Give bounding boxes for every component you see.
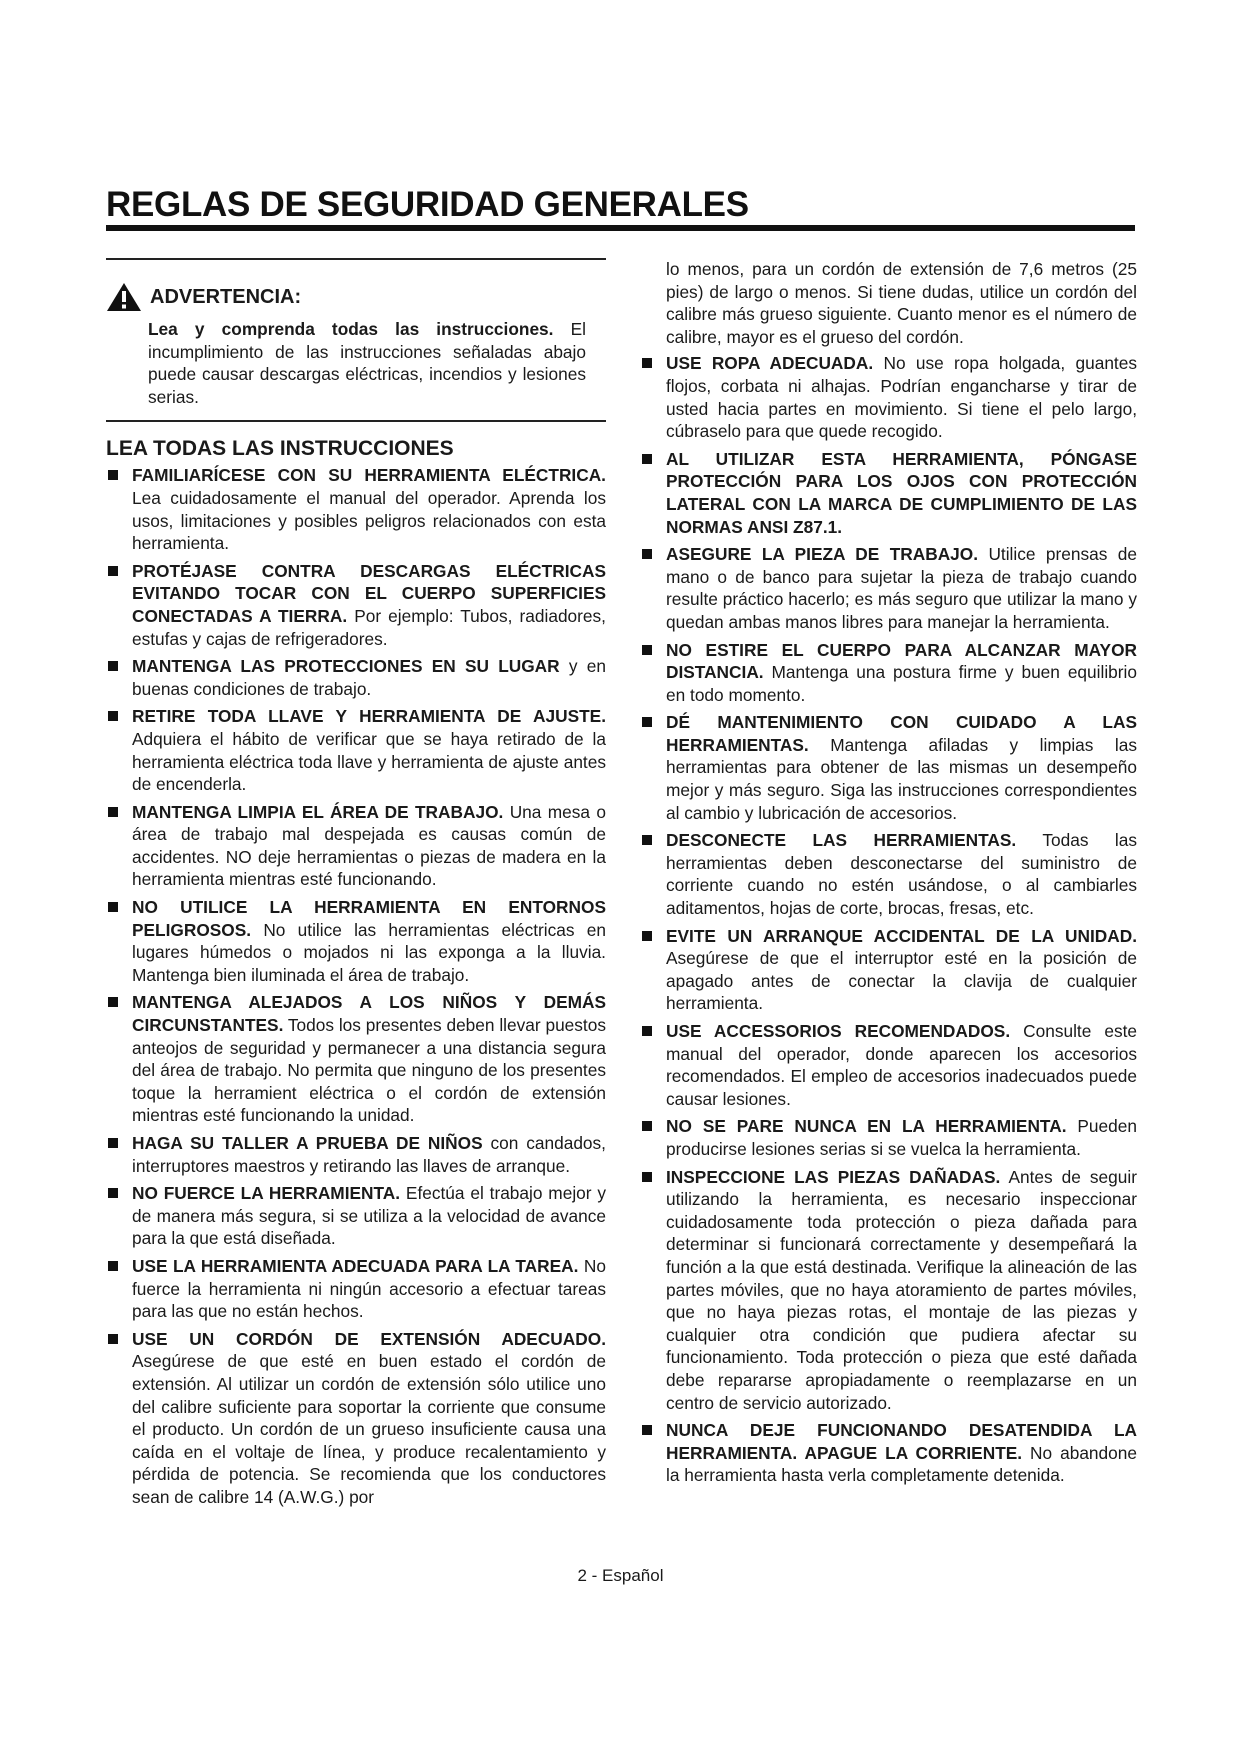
- rule-title: HAGA SU TALLER A PRUEBA DE NIÑOS: [132, 1133, 483, 1153]
- rule-item: [640, 639, 1137, 707]
- rule-title: ASEGURE LA PIEZA DE TRABAJO.: [666, 544, 979, 565]
- square-bullet-icon: [642, 717, 652, 727]
- rule-item: [106, 991, 606, 1127]
- rule-item: [106, 896, 606, 986]
- square-bullet-icon: [642, 549, 652, 559]
- rule-item: [106, 464, 606, 554]
- rule-title: INSPECCIONE LAS PIEZAS DAÑADAS.: [666, 1166, 1001, 1187]
- square-bullet-icon: [108, 566, 118, 576]
- rule-text: Mantenga afiladas y limpias las herramientas para obtener de las mismas un desempeño mejor y más seguro. Siga las instrucciones correspondientes al cambio y lubricación de accesorios.: [666, 734, 1137, 823]
- square-bullet-icon: [108, 1138, 118, 1148]
- rule-item: [106, 1132, 606, 1177]
- page-title: REGLAS DE SEGURIDAD GENERALES: [106, 185, 749, 224]
- page-footer: 2 - Español: [577, 1566, 664, 1585]
- rule-text: No utilice las herramientas eléctricas en lugares húmedos o mojados ni las exponga a la lluvia. Mantenga bien iluminada el área de trabajo.: [132, 919, 606, 985]
- rule-title: MANTENGA LIMPIA EL ÁREA DE TRABAJO.: [132, 801, 504, 822]
- warning-text: [148, 318, 586, 408]
- square-bullet-icon: [642, 931, 652, 941]
- warning-heading-row: [106, 282, 606, 312]
- rule-title: EVITE UN ARRANQUE ACCIDENTAL DE LA UNIDAD.: [666, 925, 1137, 946]
- warning-body: El incumplimiento de las instrucciones señaladas abajo puede causar descargas eléctricas, incendios y lesiones serias.: [148, 319, 586, 407]
- square-bullet-icon: [642, 1121, 652, 1131]
- rule-text: No fuerce la herramienta ni ningún accesorio a efectuar tareas para las que no están hechos.: [132, 1255, 606, 1322]
- rule-item: [640, 352, 1137, 442]
- rule-text: No use ropa holgada, guantes flojos, corbata ni alhajas. Podrían engancharse y tirar de usted hacia partes en movimiento. Si tiene el pelo largo, cúbraselo para que quede recogido.: [666, 353, 1137, 442]
- square-bullet-icon: [642, 358, 652, 368]
- rule-item: [106, 801, 606, 891]
- rule-item: [106, 1182, 606, 1250]
- square-bullet-icon: [108, 902, 118, 912]
- rule-title: MANTENGA LAS PROTECCIONES EN SU LUGAR: [132, 656, 560, 677]
- rule-title: USE LA HERRAMIENTA ADECUADA PARA LA TAREA.: [132, 1255, 579, 1276]
- warning-lead: Lea y comprenda todas las instrucciones.: [148, 319, 554, 339]
- warning-triangle-icon: [106, 282, 142, 312]
- left-rules-list: [106, 464, 606, 1508]
- rule-title: DESCONECTE LAS HERRAMIENTAS.: [666, 830, 1017, 851]
- rule-text: Utilice prensas de mano o de banco para sujetar la pieza de trabajo cuando resulte práctico hacerlo; es más seguro que utilizar la mano y quedan ambas manos libres para manejar la herramienta.: [666, 544, 1137, 632]
- rule-title: PROTÉJASE CONTRA DESCARGAS ELÉCTRICAS EVITANDO TOCAR CON EL CUERPO SUPERFICIES CONECTADAS A TIERRA.: [132, 560, 606, 626]
- right-rules-list: [640, 352, 1137, 1487]
- rule-text: Todos los presentes deben llevar puestos anteojos de seguridad y permanecer a una distancia segura del área de trabajo. No permita que ninguno de los presentes toque la herramient eléctrica o el cordón de extensión mientras esté funcionando la unidad.: [132, 1015, 606, 1126]
- rule-text: Adquiera el hábito de verificar que se haya retirado de la herramienta eléctrica toda llave y herramienta de ajuste antes de encenderla.: [132, 728, 606, 795]
- rule-item: [106, 655, 606, 700]
- rule-text: No abandone la herramienta hasta verla completamente detenida.: [666, 1442, 1137, 1486]
- rule-item: [106, 560, 606, 650]
- rule-title: MANTENGA ALEJADOS A LOS NIÑOS Y DEMÁS CIRCUNSTANTES.: [132, 992, 606, 1036]
- square-bullet-icon: [108, 661, 118, 671]
- square-bullet-icon: [108, 1334, 118, 1344]
- square-bullet-icon: [642, 1172, 652, 1182]
- right-column: [640, 258, 1137, 1492]
- rule-item: [106, 1328, 606, 1509]
- square-bullet-icon: [108, 1261, 118, 1271]
- rule-text: Efectúa el trabajo mejor y de manera más segura, si se utiliza a la velocidad de avance para la que está diseñada.: [132, 1183, 606, 1249]
- square-bullet-icon: [108, 470, 118, 480]
- square-bullet-icon: [642, 645, 652, 655]
- rule-text: Antes de seguir utilizando la herramienta, es necesario inspeccionar cuidadosamente toda protección o pieza dañada para determinar si funcionará correctamente y desempeñará la función a la que está destinada. Verifique la alineación de las partes móviles, que no haya atoramiento de partes móviles, que no haya piezas rotas, el montaje de las piezas y cualquier otra condición que pudiera afectar su funcionamiento. Toda protección o pieza que esté dañada debe repararse apropiadamente o reemplazarse en un centro de servicio autorizado.: [666, 1166, 1137, 1413]
- square-bullet-icon: [108, 711, 118, 721]
- rule-text: Asegúrese de que esté en buen estado el cordón de extensión. Al utilizar un cordón de extensión sólo utilice uno del calibre suficiente para soportar la corriente que consume el producto. Un cordón de un grueso insuficiente causa una caída en el voltaje de línea, y produce recalentamiento y pérdida de potencia. Se recomienda que los conductores sean de calibre 14 (A.W.G.) por: [132, 1351, 606, 1507]
- rule-title: NO UTILICE LA HERRAMIENTA EN ENTORNOS PELIGROSOS.: [132, 897, 606, 940]
- rule-item: [106, 705, 606, 795]
- rule-text: Mantenga una postura firme y buen equilibrio en todo momento.: [666, 662, 1137, 705]
- warning-box: [106, 258, 606, 422]
- rule-title: AL UTILIZAR ESTA HERRAMIENTA, PÓNGASE PROTECCIÓN PARA LOS OJOS CON PROTECCIÓN LATERAL CON LA MARCA DE CUMPLIMIENTO DE LAS NORMAS ANSI Z87.1.: [666, 448, 1137, 537]
- square-bullet-icon: [642, 454, 652, 464]
- rule-text: Asegúrese de que el interruptor esté en la posición de apagado antes de conectar la clavija de cualquier herramienta.: [666, 948, 1137, 1014]
- title-rule: [106, 225, 1135, 231]
- rule-item: [640, 543, 1137, 633]
- rule-title: NUNCA DEJE FUNCIONANDO DESATENDIDA LA HERRAMIENTA. APAGUE LA CORRIENTE.: [666, 1420, 1137, 1463]
- rule-text: Consulte este manual del operador, donde aparecen los accesorios recomendados. El empleo de accesorios inadecuados puede causar lesiones.: [666, 1021, 1138, 1109]
- section-heading: LEA TODAS LAS INSTRUCCIONES: [106, 437, 454, 461]
- rule-title: NO ESTIRE EL CUERPO PARA ALCANZAR MAYOR DISTANCIA.: [666, 639, 1137, 683]
- rule-text: Todas las herramientas deben desconectarse del suministro de corriente cuando no estén usándose, o al cambiarles aditamentos, hojas de corte, brocas, fresas, etc.: [666, 830, 1137, 919]
- square-bullet-icon: [642, 1026, 652, 1036]
- rule-title: USE ROPA ADECUADA.: [666, 353, 874, 374]
- square-bullet-icon: [108, 997, 118, 1007]
- rule-text: Una mesa o área de trabajo mal despejada es causas común de accidentes. NO deje herramientas o piezas de madera en la herramienta mientras esté funcionando.: [132, 801, 606, 890]
- square-bullet-icon: [642, 1425, 652, 1435]
- rule-item: [640, 448, 1137, 538]
- rule-title: USE ACCESSORIOS RECOMENDADOS.: [666, 1021, 1011, 1041]
- rule-item: [640, 1419, 1137, 1487]
- rule-title: NO SE PARE NUNCA EN LA HERRAMIENTA.: [666, 1116, 1067, 1137]
- square-bullet-icon: [108, 1188, 118, 1198]
- square-bullet-icon: [108, 807, 118, 817]
- rule-text: Por ejemplo: Tubos, radiadores, estufas y cajas de refrigeradores.: [132, 605, 606, 649]
- rule-text: con candados, interruptores maestros y retirando las llaves de arranque.: [132, 1133, 606, 1176]
- rule-title: USE UN CORDÓN DE EXTENSIÓN ADECUADO.: [132, 1328, 606, 1349]
- rule-title: FAMILIARÍCESE CON SU HERRAMIENTA ELÉCTRICA.: [132, 465, 606, 486]
- rule-title: NO FUERCE LA HERRAMIENTA.: [132, 1183, 401, 1204]
- rule-item: [640, 1020, 1137, 1110]
- rule-item: [640, 711, 1137, 824]
- rule-title: DÉ MANTENIMIENTO CON CUIDADO A LAS HERRAMIENTAS.: [666, 712, 1137, 755]
- right-intro-text: lo menos, para un cordón de extensión de 7,6 metros (25 pies) de largo o menos. Si tiene dudas, utilice un cordón del calibre más grueso siguiente. Cuanto menor es el número de calibre, mayor es el grueso del cordón.: [666, 259, 1137, 347]
- rule-item: [640, 925, 1137, 1015]
- warning-heading: ADVERTENCIA:: [150, 286, 302, 308]
- rule-text: Lea cuidadosamente el manual del operador. Aprenda los usos, limitaciones y posibles peligros relacionados con esta herramienta.: [132, 487, 606, 554]
- rule-item: [640, 1115, 1137, 1160]
- square-bullet-icon: [642, 835, 652, 845]
- rule-item: [640, 1166, 1137, 1415]
- rule-text: Pueden producirse lesiones serias si se vuelca la herramienta.: [666, 1116, 1137, 1159]
- rule-item: [106, 1255, 606, 1323]
- rule-item: [640, 829, 1137, 919]
- left-column: [106, 258, 606, 1514]
- rule-title: RETIRE TODA LLAVE Y HERRAMIENTA DE AJUSTE.: [132, 706, 606, 727]
- rule-text: y en buenas condiciones de trabajo.: [132, 656, 606, 699]
